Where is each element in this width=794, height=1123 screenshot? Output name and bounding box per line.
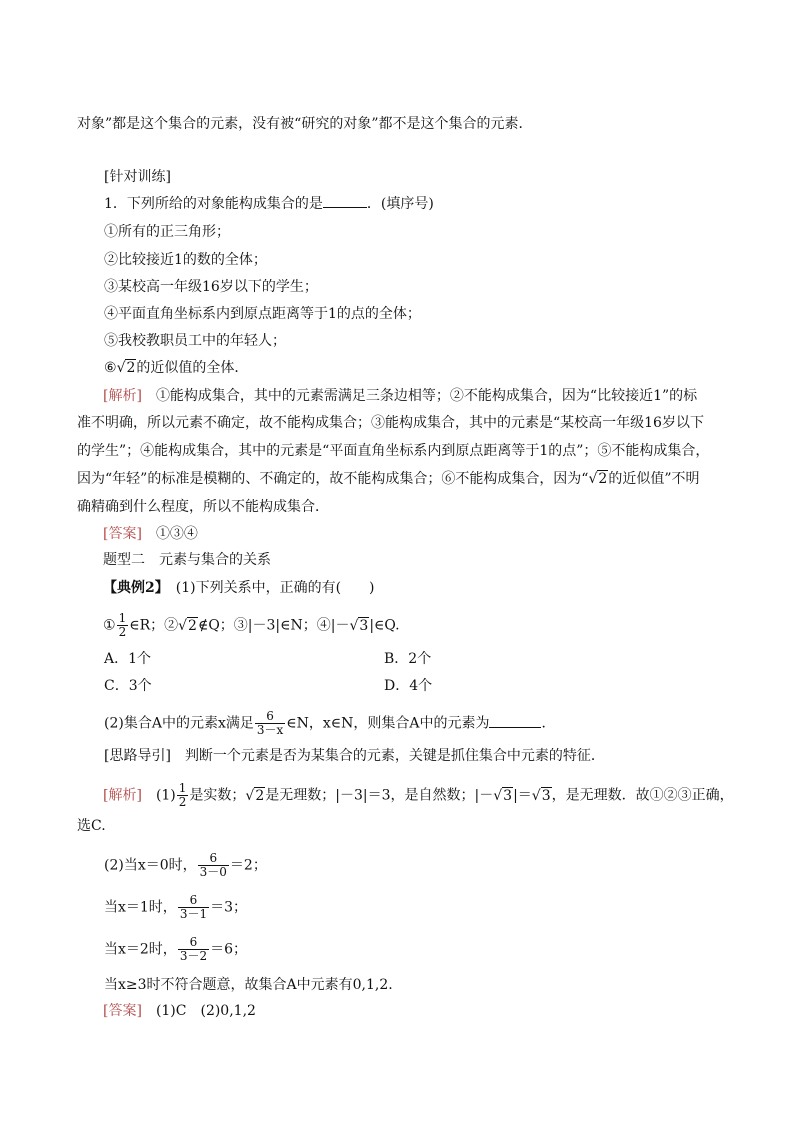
training-header: [针对训练] <box>104 169 171 185</box>
relation-text: ∉Q；③|－3|∈N；④|－ <box>197 617 350 634</box>
question-1-tail: ．(填序号) <box>366 196 434 212</box>
analysis-line: [解析] (1) $\frac{1}{2}$ 是实数；√2是无理数；|－3|＝3，是自然数；|－√3|＝√3，是无理数．故①②③正确， <box>103 781 734 809</box>
answer-line <box>103 524 198 544</box>
hint-text: 判断一个元素是否为某集合的元素，关键是抓住集合中元素的特征． <box>184 748 605 764</box>
list-item: ②比较接近1的数的全体； <box>104 252 267 268</box>
radicand: 2 <box>126 360 136 376</box>
sqrt-expression: √3 <box>349 617 369 634</box>
item6-text: 的近似值的全体． <box>136 360 249 376</box>
fraction: $\frac{1}{2}$ <box>118 611 127 639</box>
analysis-paragraph <box>103 386 697 406</box>
question-2-end: ． <box>541 715 556 732</box>
sqrt-expression: √2 <box>588 471 608 487</box>
example-label: 【典例2】 <box>103 580 162 596</box>
analysis-text: 的近似值”不明 <box>608 471 700 487</box>
list-item: ⑤我校教职员工中的年轻人； <box>104 333 286 349</box>
option-c: C．3个 <box>104 678 152 694</box>
hint-line <box>104 746 605 766</box>
answer-label: [答案] <box>103 526 142 542</box>
radicand: 2 <box>598 471 608 487</box>
analysis-line: 选C. <box>77 818 106 834</box>
analysis-text: 因为“年轻”的标准是模糊的、不确定的，故不能构成集合；⑥不能构成集合，因为“ <box>77 471 589 487</box>
question-1-text: 1．下列所给的对象能构成集合的是 <box>104 196 323 212</box>
example-question <box>103 578 375 598</box>
hint-label: [思路导引] <box>104 748 171 764</box>
example-text: (1)下列关系中，正确的有( ) <box>175 580 375 596</box>
sqrt-expression: √3 <box>493 787 513 804</box>
section-title: 题型二 元素与集合的关系 <box>103 552 271 568</box>
analysis-label: [解析] <box>103 388 142 404</box>
relation-text: ∈R；② <box>129 617 179 634</box>
calc-conclusion: 当x≥3时不符合题意，故集合A中元素有0,1,2. <box>104 977 393 993</box>
sqrt-expression: √2 <box>245 787 265 804</box>
analysis-line: 的学生”；④能构成集合，其中的元素是“平面直角坐标系内到原点距离等于1的点”；⑤不能构成集合， <box>77 443 710 459</box>
sqrt-expression: √2 <box>178 617 197 634</box>
relations-line <box>103 612 400 639</box>
list-item: ①所有的正三角形； <box>104 224 230 240</box>
list-item <box>104 358 248 378</box>
fraction: $\frac{6}{3-0}$ <box>199 851 227 879</box>
analysis-label: [解析] <box>103 787 142 804</box>
calc-line: 当x＝2时， $\frac{6}{3-2}$ ＝6； <box>104 935 248 963</box>
fraction: $\frac{6}{3-2}$ <box>179 935 208 963</box>
calc-line: (2)当x＝0时， $\frac{6}{3-0}$ ＝2； <box>104 851 267 879</box>
fraction: $\frac{6}{3-x}$ <box>256 709 284 737</box>
question-1 <box>104 193 434 214</box>
intro-line: 对象”都是这个集合的元素，没有被“研究的对象”都不是这个集合的元素． <box>77 116 533 132</box>
option-b: B．2个 <box>384 651 432 667</box>
question-2-text: (2)集合A中的元素x满足 <box>104 715 254 732</box>
analysis-text: ①能构成集合，其中的元素需满足三条边相等；②不能构成集合，因为“比较接近1”的标 <box>155 388 698 404</box>
analysis-line <box>77 469 700 489</box>
relation-number: ① <box>103 617 116 634</box>
list-item: ③某校高一年级16岁以下的学生； <box>104 279 318 295</box>
fraction: $\frac{1}{2}$ <box>178 781 187 809</box>
question-2 <box>104 710 555 737</box>
analysis-line: 确精确到什么程度，所以不能构成集合． <box>77 499 329 515</box>
answer-blank <box>489 713 541 728</box>
fraction: $\frac{6}{3-1}$ <box>179 893 208 921</box>
calc-line: 当x＝1时， $\frac{6}{3-1}$ ＝3； <box>104 893 248 921</box>
item6-number: ⑥ <box>104 360 117 376</box>
answer-blank <box>323 193 367 208</box>
answer-line <box>103 1001 256 1021</box>
sqrt-expression: √3 <box>531 787 551 804</box>
question-2-text: ∈N，x∈N，则集合A中的元素为 <box>286 715 490 732</box>
sqrt-expression: √2 <box>116 360 136 376</box>
answer-text: ①③④ <box>155 526 198 542</box>
option-a: A．1个 <box>104 651 152 667</box>
analysis-line: 准不明确，所以元素不确定，故不能构成集合；③能构成集合，其中的元素是“某校高一年级16岁以下 <box>77 415 704 431</box>
relation-text: |∈Q. <box>369 617 400 634</box>
answer-label: [答案] <box>103 1003 142 1019</box>
list-item: ④平面直角坐标系内到原点距离等于1的点的全体； <box>104 306 421 322</box>
answer-text: (1)C (2)0,1,2 <box>155 1003 256 1019</box>
option-d: D．4个 <box>384 678 433 694</box>
